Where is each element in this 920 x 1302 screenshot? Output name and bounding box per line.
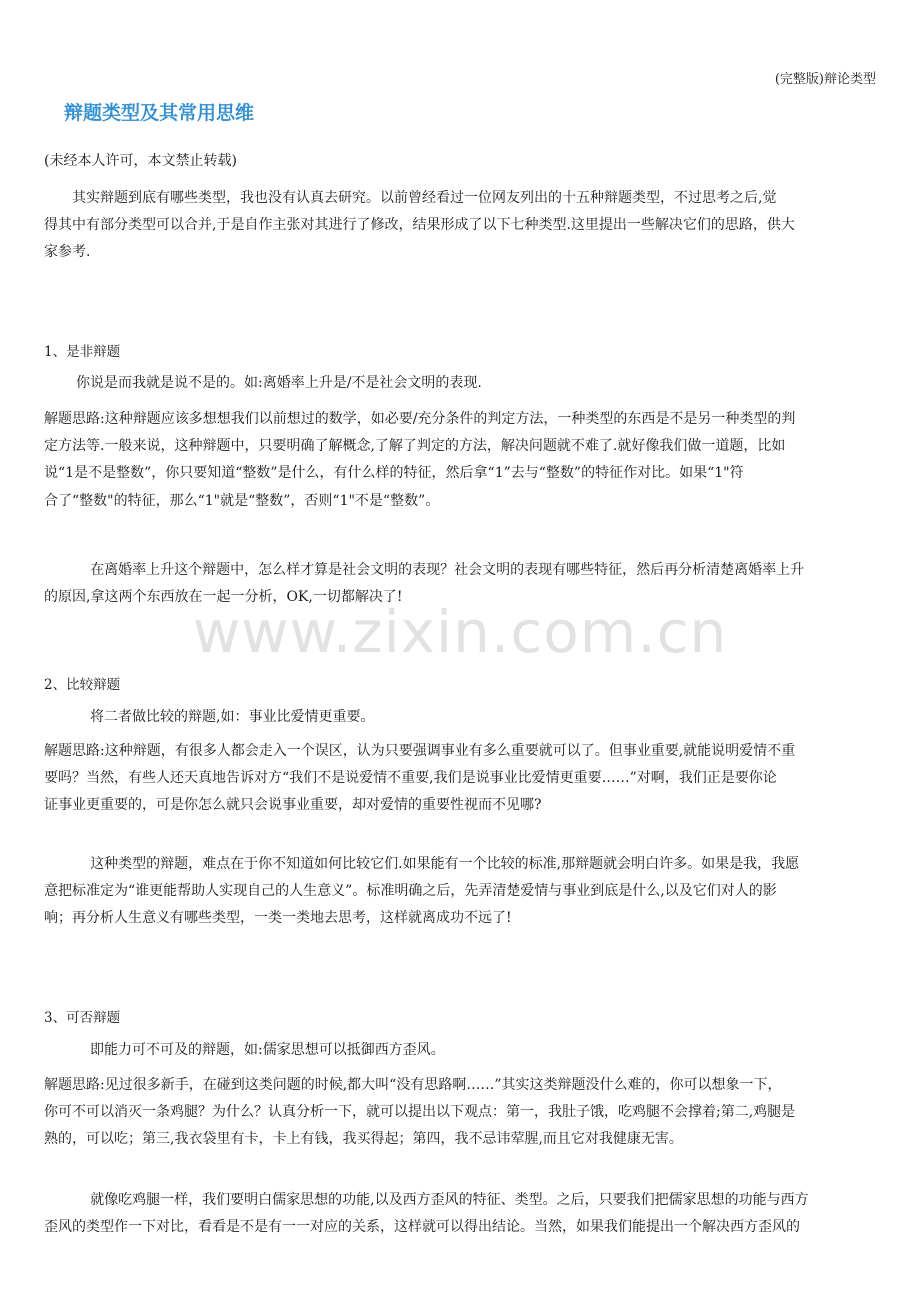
intro-paragraph	[44, 185, 880, 267]
section-definition: 将二者做比较的辩题,如：事业比爱情更重要。	[90, 709, 375, 725]
copyright-notice: (未经本人许可，本文禁止转载)	[44, 153, 237, 169]
section-heading: 3、可否辩题	[44, 1010, 121, 1026]
section-example	[44, 851, 880, 933]
analysis-line: 解题思路:这种辩题应该多想想我们以前想过的数学，如必要/充分条件的判定方法，一种类型的东西是不是另一种类型的判	[44, 411, 796, 427]
analysis-line: 熟的，可以吃；第三,我衣袋里有卡，卡上有钱，我买得起；第四，我不忌讳荤腥,而且它对我健康无害。	[44, 1131, 683, 1148]
intro-line: 家参考.	[44, 244, 91, 261]
analysis-line: 合了“整数"的特征，那么“1"就是“整数”，否则“1"不是“整数”。	[44, 492, 440, 509]
analysis-line: 说“1是不是整数”，你只要知道“整数”是什么，有什么样的特征，然后拿“1”去与“整数”的特征作对比。如果“1"符	[44, 465, 744, 482]
section-analysis	[44, 738, 880, 820]
section-example	[44, 557, 880, 611]
section-heading: 1、是非辩题	[44, 344, 121, 360]
watermark: www.zixin.com.cn	[192, 598, 728, 666]
section-definition: 你说是而我就是说不是的。如:离婚率上升是/不是社会文明的表现.	[76, 375, 482, 391]
intro-line: 得其中有部分类型可以合并,于是自作主张对其进行了修改，结果形成了以下七种类型.这里提出一些解决它们的思路，供大	[44, 217, 795, 234]
analysis-line: 解题思路:这种辩题，有很多人都会走入一个误区，认为只要强调事业有多么重要就可以了。但事业重要,就能说明爱情不重	[44, 743, 796, 759]
section-analysis	[44, 406, 880, 515]
example-line: 就像吃鸡腿一样，我们要明白儒家思想的功能,以及西方歪风的特征、类型。之后，只要我们把儒家思想的功能与西方	[90, 1192, 809, 1208]
analysis-line: 定方法等.一般来说，这种辩题中，只要明确了解概念,了解了判定的方法，解决问题就不难了.就好像我们做一道题，比如	[44, 438, 786, 455]
analysis-line: 你可不可以消灭一条鸡腿？为什么？认真分析一下，就可以提出以下观点：第一，我肚子饿，吃鸡腿不会撑着;第二,鸡腿是	[44, 1104, 796, 1121]
section-analysis	[44, 1072, 880, 1154]
example-line: 歪风的类型作一下对比，看看是不是有一一对应的关系，这样就可以得出结论。当然，如果我们能提出一个解决西方歪风的	[44, 1219, 800, 1236]
example-line: 这种类型的辩题，难点在于你不知道如何比较它们.如果能有一个比较的标准,那辩题就会明白许多。如果是我，我愿	[90, 856, 800, 872]
section-definition: 即能力可不可及的辩题，如:儒家思想可以抵御西方歪风。	[90, 1042, 445, 1058]
document-title: 辩题类型及其常用思维	[64, 102, 255, 124]
example-line: 响；再分析人生意义有哪些类型，一类一类地去思考，这样就离成功不远了!	[44, 910, 512, 927]
running-header: (完整版)辩论类型	[774, 72, 876, 87]
analysis-line: 证事业更重要的，可是你怎么就只会说事业重要，却对爱情的重要性视而不见哪?	[44, 797, 542, 814]
analysis-line: 解题思路:见过很多新手，在碰到这类问题的时候,都大叫“没有思路啊……”其实这类辩题没什么难的，你可以想象一下，	[44, 1077, 782, 1093]
section-example	[44, 1187, 880, 1241]
example-line: 意把标准定为“谁更能帮助人实现自己的人生意义”。标准明确之后，先弄清楚爱情与事业到底是什么,以及它们对人的影	[44, 883, 777, 900]
example-line: 的原因,拿这两个东西放在一起一分析，OK,一切都解决了!	[44, 589, 403, 606]
analysis-line: 要吗？当然，有些人还天真地告诉对方“我们不是说爱情不重要,我们是说事业比爱情更重要……”对啊，我们正是要你论	[44, 770, 777, 787]
example-line: 在离婚率上升这个辩题中，怎么样才算是社会文明的表现？社会文明的表现有哪些特征，然后再分析清楚离婚率上升	[90, 562, 805, 578]
intro-line: 其实辩题到底有哪些类型，我也没有认真去研究。以前曾经看过一位网友列出的十五种辩题类型，不过思考之后,觉	[72, 190, 777, 206]
section-heading: 2、比较辩题	[44, 677, 121, 693]
